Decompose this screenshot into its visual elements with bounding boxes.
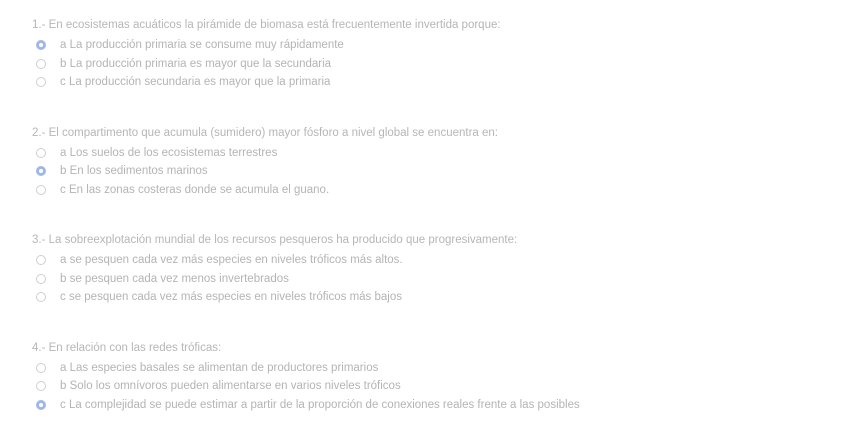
question-1 [32, 17, 832, 125]
radio-button-selected[interactable] [36, 400, 46, 410]
option-3c[interactable] [32, 288, 832, 307]
option-group [32, 251, 832, 307]
question-4 [32, 340, 832, 447]
option-label: b En los sedimentos marinos [60, 163, 208, 179]
radio-button[interactable] [36, 363, 46, 373]
question-text: 1.- En ecosistemas acuáticos la pirámide de biomasa está frecuentemente invertida porque: [32, 17, 832, 34]
question-text: 2.- El compartimento que acumula (sumidero) mayor fósforo a nivel global se encuentra en: [32, 125, 832, 142]
question-text: 4.- En relación con las redes tróficas: [32, 340, 832, 357]
radio-button[interactable] [36, 59, 46, 69]
option-2a[interactable] [32, 144, 832, 163]
option-1c[interactable] [32, 73, 832, 92]
option-group [32, 359, 832, 415]
option-label: b La producción primaria es mayor que la secundaria [60, 56, 331, 72]
option-label: a Las especies basales se alimentan de productores primarios [60, 360, 378, 376]
option-label: c La complejidad se puede estimar a partir de la proporción de conexiones reales frente a las posibles [60, 397, 580, 413]
option-4c[interactable] [32, 396, 832, 415]
radio-button[interactable] [36, 255, 46, 265]
option-label: a La producción primaria se consume muy rápidamente [60, 37, 344, 53]
option-1b[interactable] [32, 55, 832, 74]
option-label: a se pesquen cada vez más especies en niveles tróficos más altos. [60, 252, 403, 268]
option-3a[interactable] [32, 251, 832, 270]
option-label: b Solo los omnívoros pueden alimentarse en varios niveles tróficos [60, 378, 401, 394]
radio-button[interactable] [36, 148, 46, 158]
option-label: c se pesquen cada vez más especies en niveles tróficos más bajos [60, 289, 402, 305]
option-label: c La producción secundaria es mayor que la primaria [60, 74, 330, 90]
question-text: 3.- La sobreexplotación mundial de los recursos pesqueros ha producido que progresivamente: [32, 232, 832, 249]
option-1a[interactable] [32, 36, 832, 55]
radio-button-selected[interactable] [36, 40, 46, 50]
option-2b[interactable] [32, 162, 832, 181]
radio-button[interactable] [36, 185, 46, 195]
option-group [32, 144, 832, 200]
quiz-form [32, 17, 832, 447]
radio-button[interactable] [36, 292, 46, 302]
question-3 [32, 232, 832, 340]
option-label: b se pesquen cada vez menos invertebrados [60, 271, 289, 287]
radio-button[interactable] [36, 274, 46, 284]
option-3b[interactable] [32, 270, 832, 289]
radio-button[interactable] [36, 77, 46, 87]
option-2c[interactable] [32, 181, 832, 200]
option-group [32, 36, 832, 92]
question-2 [32, 125, 832, 233]
option-4a[interactable] [32, 359, 832, 378]
option-label: a Los suelos de los ecosistemas terrestres [60, 145, 277, 161]
option-label: c En las zonas costeras donde se acumula el guano. [60, 182, 329, 198]
radio-button-selected[interactable] [36, 166, 46, 176]
radio-button[interactable] [36, 381, 46, 391]
option-4b[interactable] [32, 377, 832, 396]
